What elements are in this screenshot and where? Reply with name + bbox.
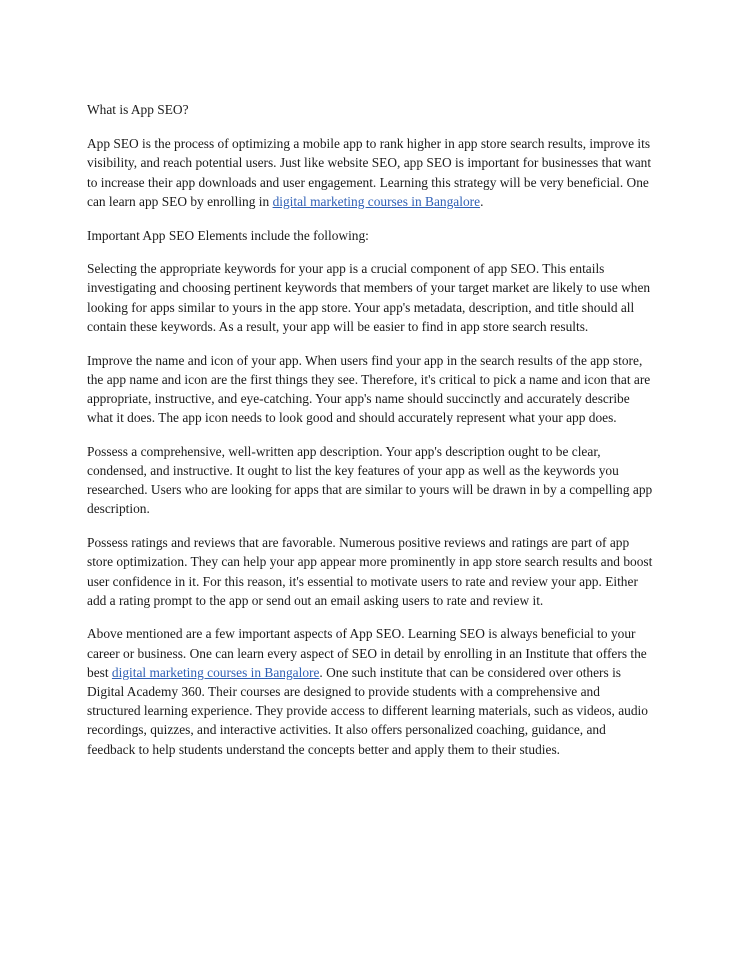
courses-link[interactable]: digital marketing courses in Bangalore xyxy=(272,193,481,209)
description-paragraph: Possess a comprehensive, well-written app description. Your app's description ought to be clear, condensed, and instructive. It ought to list the key features of your app as well as the keywords you researched. Users who are looking for apps that are similar to yours will be drawn in by a compelling app description. xyxy=(87,443,653,517)
courses-link-2[interactable]: digital marketing courses in Bangalore xyxy=(111,664,320,680)
conclusion-text-end: . One such institute that can be considered over others is Digital Academy 360. Their courses are designed to provide students with a comprehensive and structured learning experience. They provide access to different learning materials, such as videos, audio recordings, quizzes, and interactive activities. It also offers personalized coaching, guidance, and feedback to help students understand the concepts better and apply them to their studies. xyxy=(87,664,648,757)
ratings-paragraph: Possess ratings and reviews that are favorable. Numerous positive reviews and ratings are part of app store optimization. They can help your app appear more prominently in app store search results and boost user confidence in it. For this reason, it's essential to motivate users to rate and review your app. Either add a rating prompt to the app or send out an email asking users to rate and review it. xyxy=(87,535,653,608)
document-page xyxy=(87,100,655,773)
elements-heading: Important App SEO Elements include the following: xyxy=(87,227,369,243)
keywords-paragraph: Selecting the appropriate keywords for your app is a crucial component of app SEO. This entails investigating and choosing pertinent keywords that members of your target market are likely to use when looking for apps similar to yours in the app store. Your app's metadata, description, and title should all contain these keywords. As a result, your app will be easier to find in app store search results. xyxy=(87,261,651,334)
name-icon-paragraph: Improve the name and icon of your app. When users find your app in the search results of the app store, the app name and icon are the first things they see. Therefore, it's critical to pick a name and icon that are appropriate, instructive, and eye-catching. Your app's name should succinctly and accurately describe what it does. The app icon needs to look good and should accurately represent what your app does. xyxy=(87,352,651,426)
intro-paragraph xyxy=(87,134,655,211)
intro-text: App SEO is the process of optimizing a mobile app to rank higher in app store search results, improve its visibility, and reach potential users. Just like website SEO, app SEO is important for businesses that want to increase their app downloads and user engagement. Learning this strategy will be very beneficial. One can learn app SEO by enrolling in xyxy=(87,136,652,209)
document-title: What is App SEO? xyxy=(87,102,189,117)
conclusion-text: Above mentioned are a few important aspects of App SEO. Learning SEO is always beneficial to your career or business. One can learn every aspect of SEO in detail by enrolling in an Institute that offers the best xyxy=(87,626,647,680)
intro-text-end: . xyxy=(480,193,484,209)
conclusion-paragraph xyxy=(87,624,655,758)
